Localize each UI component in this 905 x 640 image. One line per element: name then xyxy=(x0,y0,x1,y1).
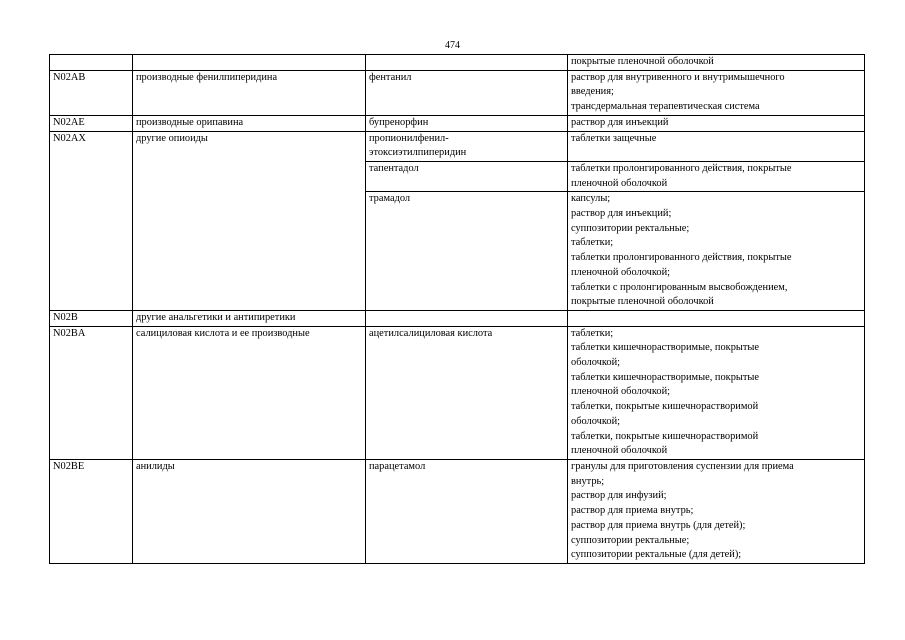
dosage-form-line: трансдермальная терапевтическая система xyxy=(571,101,760,113)
atc-code-cell: N02AX xyxy=(50,131,133,310)
dosage-forms-cell xyxy=(568,115,865,131)
dosage-form-line: раствор для приема внутрь (для детей); xyxy=(571,519,746,531)
substance-cell xyxy=(366,192,568,311)
substance-cell xyxy=(366,161,568,191)
substance-line: пропионилфенил- xyxy=(369,132,449,144)
dosage-form-line: внутрь; xyxy=(571,475,605,487)
group-cell: другие анальгетики и антипиретики xyxy=(133,310,366,326)
dosage-form-line: пленочной оболочкой; xyxy=(571,386,671,398)
group-cell: производные орипавина xyxy=(133,115,366,131)
table-row xyxy=(50,70,865,115)
dosage-form-line: покрытые пленочной оболочкой xyxy=(571,296,714,308)
dosage-form-line: таблетки, покрытые кишечнорастворимой xyxy=(571,430,759,442)
dosage-forms-cell xyxy=(568,70,865,115)
dosage-form-line: таблетки с пролонгированным высвобождением, xyxy=(571,281,788,293)
group-cell xyxy=(133,55,366,71)
table-row xyxy=(50,459,865,563)
group-cell: производные фенилпиперидина xyxy=(133,70,366,115)
dosage-forms-cell xyxy=(568,55,865,71)
dosage-forms-cell xyxy=(568,131,865,161)
group-cell: салициловая кислота и ее производные xyxy=(133,326,366,459)
page-number: 474 xyxy=(445,40,460,51)
substance-cell xyxy=(366,115,568,131)
dosage-forms-cell xyxy=(568,326,865,459)
dosage-form-line: суппозитории ректальные; xyxy=(571,222,690,234)
dosage-form-line: гранулы для приготовления суспензии для приема xyxy=(571,460,794,472)
substance-line: ацетилсалициловая кислота xyxy=(369,327,493,339)
atc-code-cell: N02BA xyxy=(50,326,133,459)
substance-line: фентанил xyxy=(369,71,412,83)
dosage-form-line: капсулы; xyxy=(571,193,611,205)
table-row xyxy=(50,115,865,131)
table-row xyxy=(50,326,865,459)
dosage-form-line: покрытые пленочной оболочкой xyxy=(571,56,714,67)
dosage-form-line: таблетки кишечнорастворимые, покрытые xyxy=(571,342,760,354)
substance-cell xyxy=(366,131,568,161)
dosage-form-line: таблетки; xyxy=(571,237,614,249)
dosage-form-line: раствор для инфузий; xyxy=(571,490,667,502)
dosage-form-line: раствор для приема внутрь; xyxy=(571,505,694,517)
atc-code-cell: N02AB xyxy=(50,70,133,115)
dosage-forms-cell xyxy=(568,161,865,191)
substance-line: бупренорфин xyxy=(369,116,429,128)
atc-code-cell: N02BE xyxy=(50,459,133,563)
table-body xyxy=(50,55,865,564)
dosage-form-line: раствор для инъекций xyxy=(571,116,669,128)
dosage-form-line: раствор для внутривенного и внутримышечного xyxy=(571,71,785,83)
dosage-form-line: пленочной оболочкой xyxy=(571,177,668,189)
dosage-forms-cell xyxy=(568,459,865,563)
table-row xyxy=(50,131,865,161)
substance-line: этоксиэтилпиперидин xyxy=(369,147,467,159)
substance-line: тапентадол xyxy=(369,162,419,174)
table-row xyxy=(50,55,865,71)
dosage-form-line: введения; xyxy=(571,86,614,98)
group-cell: другие опиоиды xyxy=(133,131,366,310)
dosage-form-line: раствор для инъекций; xyxy=(571,208,672,220)
substance-line: трамадол xyxy=(369,193,411,205)
substance-cell xyxy=(366,70,568,115)
dosage-form-line: пленочной оболочкой; xyxy=(571,266,671,278)
substance-cell xyxy=(366,55,568,71)
dosage-form-line: суппозитории ректальные; xyxy=(571,534,690,546)
table-row xyxy=(50,310,865,326)
atc-code-cell xyxy=(50,55,133,71)
substance-cell xyxy=(366,326,568,459)
dosage-form-line: таблетки, покрытые кишечнорастворимой xyxy=(571,401,759,413)
dosage-form-line: таблетки пролонгированного действия, покрытые xyxy=(571,162,792,174)
substance-line: парацетамол xyxy=(369,460,426,472)
dosage-forms-cell xyxy=(568,310,865,326)
dosage-form-line: оболочкой; xyxy=(571,415,621,427)
drug-table xyxy=(49,54,865,564)
dosage-form-line: таблетки пролонгированного действия, покрытые xyxy=(571,252,792,264)
atc-code-cell: N02AE xyxy=(50,115,133,131)
atc-code-cell: N02B xyxy=(50,310,133,326)
dosage-form-line: таблетки защечные xyxy=(571,132,657,144)
substance-cell xyxy=(366,310,568,326)
dosage-forms-cell xyxy=(568,192,865,311)
group-cell: анилиды xyxy=(133,459,366,563)
dosage-form-line: пленочной оболочкой xyxy=(571,445,668,457)
dosage-form-line: суппозитории ректальные (для детей); xyxy=(571,549,742,561)
substance-cell xyxy=(366,459,568,563)
dosage-form-line: таблетки кишечнорастворимые, покрытые xyxy=(571,371,760,383)
dosage-form-line: таблетки; xyxy=(571,327,614,339)
dosage-form-line: оболочкой; xyxy=(571,357,621,369)
